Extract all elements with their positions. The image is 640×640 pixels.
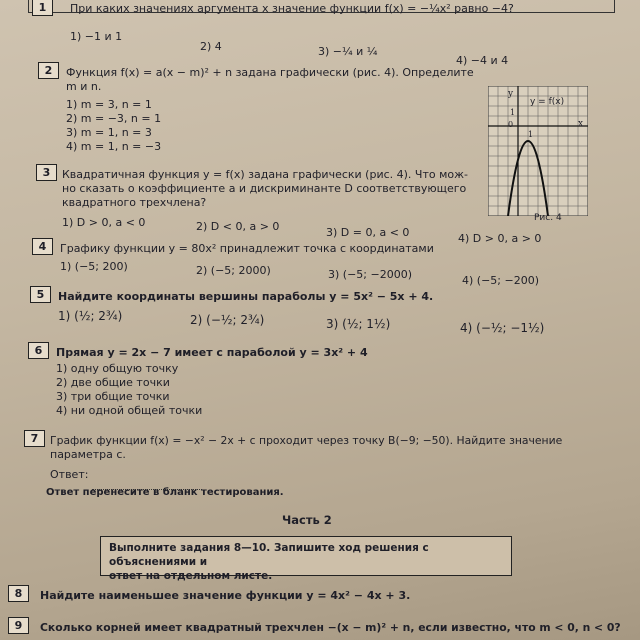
q2-option-1: 1) m = 3, n = 1: [66, 98, 152, 111]
q6-option-1: 1) одну общую точку: [56, 362, 179, 375]
question-number-7: 7: [24, 430, 45, 447]
q3-option-4: 4) D > 0, a > 0: [458, 232, 542, 245]
q4-option-2: 2) (−5; 2000): [196, 264, 271, 277]
graph-function-label: y = f(x): [530, 97, 565, 107]
question-number-5: 5: [30, 286, 51, 303]
question-number-8: 8: [8, 585, 29, 602]
graph-x-label: x: [578, 119, 584, 129]
q4-option-4: 4) (−5; −200): [462, 274, 539, 287]
q5-option-2: 2) (−½; 2¾): [190, 313, 265, 327]
question-1-text: При каких значениях аргумента x значение функции f(x) = −¼x² равно −4?: [70, 2, 514, 15]
q1-option-2: 2) 4: [200, 40, 222, 53]
part-2-instructions-line2: ответ на отдельном листе.: [109, 570, 273, 582]
question-7-text-line2: параметра c.: [50, 448, 126, 461]
q1-option-3: 3) −¼ и ¼: [318, 45, 378, 58]
graph-y-label: y: [508, 89, 514, 99]
figure-caption: Рис. 4: [534, 213, 562, 223]
q3-option-3: 3) D = 0, a < 0: [326, 226, 410, 239]
q1-option-4: 4) −4 и 4: [456, 54, 509, 67]
q6-option-2: 2) две общие точки: [56, 376, 170, 389]
answer-label: Ответ:: [50, 468, 89, 481]
question-3-text-line2: но сказать о коэффициенте a и дискриминанте D соответствующего: [62, 182, 467, 195]
question-number-1: 1: [32, 0, 53, 16]
q2-option-4: 4) m = 1, n = −3: [66, 140, 162, 153]
question-number-2: 2: [38, 62, 59, 79]
question-number-6: 6: [28, 342, 49, 359]
question-5-text: Найдите координаты вершины параболы y = 5x² − 5x + 4.: [58, 290, 434, 303]
question-8-text: Найдите наименьшее значение функции y = 4x² − 4x + 3.: [40, 589, 411, 602]
question-3-text-line3: квадратного трехчлена?: [62, 196, 207, 209]
question-7-text-line1: График функции f(x) = −x² − 2x + c проходит через точку B(−9; −50). Найдите значение: [50, 434, 563, 447]
q6-option-3: 3) три общие точки: [56, 390, 170, 403]
q2-option-2: 2) m = −3, n = 1: [66, 112, 162, 125]
graph-origin-label: 0: [508, 120, 514, 129]
q5-option-1: 1) (½; 2¾): [58, 309, 123, 323]
q2-option-3: 3) m = 1, n = 3: [66, 126, 152, 139]
question-6-text: Прямая y = 2x − 7 имеет с параболой y = 3x² + 4: [56, 346, 368, 359]
graph-x-tick: 1: [528, 130, 534, 139]
q4-option-3: 3) (−5; −2000): [328, 268, 412, 281]
question-number-3: 3: [36, 164, 57, 181]
question-4-text: Графику функции y = 80x² принадлежит точка с координатами: [60, 242, 434, 255]
question-2-text-line2: m и n.: [66, 80, 102, 93]
transfer-instruction: Ответ перенесите в бланк тестирования.: [46, 487, 284, 498]
question-number-9: 9: [8, 617, 29, 634]
question-2-text-line1: Функция f(x) = a(x − m)² + n задана графически (рис. 4). Определите: [66, 66, 474, 79]
part-2-title: Часть 2: [282, 513, 332, 527]
q4-option-1: 1) (−5; 200): [60, 260, 128, 273]
part-2-instructions-line1: Выполните задания 8—10. Запишите ход решения с объяснениями и: [109, 542, 429, 568]
question-9-text: Сколько корней имеет квадратный трехчлен −(x − m)² + n, если известно, что m < 0, n < 0?: [40, 621, 621, 634]
question-number-4: 4: [32, 238, 53, 255]
q1-option-1: 1) −1 и 1: [70, 30, 123, 43]
graph-y-tick: 1: [510, 108, 516, 117]
q5-option-3: 3) (½; 1½): [326, 317, 391, 331]
q5-option-4: 4) (−½; −1½): [460, 321, 545, 335]
q6-option-4: 4) ни одной общей точки: [56, 404, 203, 417]
q3-option-2: 2) D < 0, a > 0: [196, 220, 280, 233]
part-2-instructions-box: [100, 536, 512, 582]
q3-option-1: 1) D > 0, a < 0: [62, 216, 146, 229]
question-3-text-line1: Квадратичная функция y = f(x) задана графически (рис. 4). Что мож-: [62, 168, 469, 181]
